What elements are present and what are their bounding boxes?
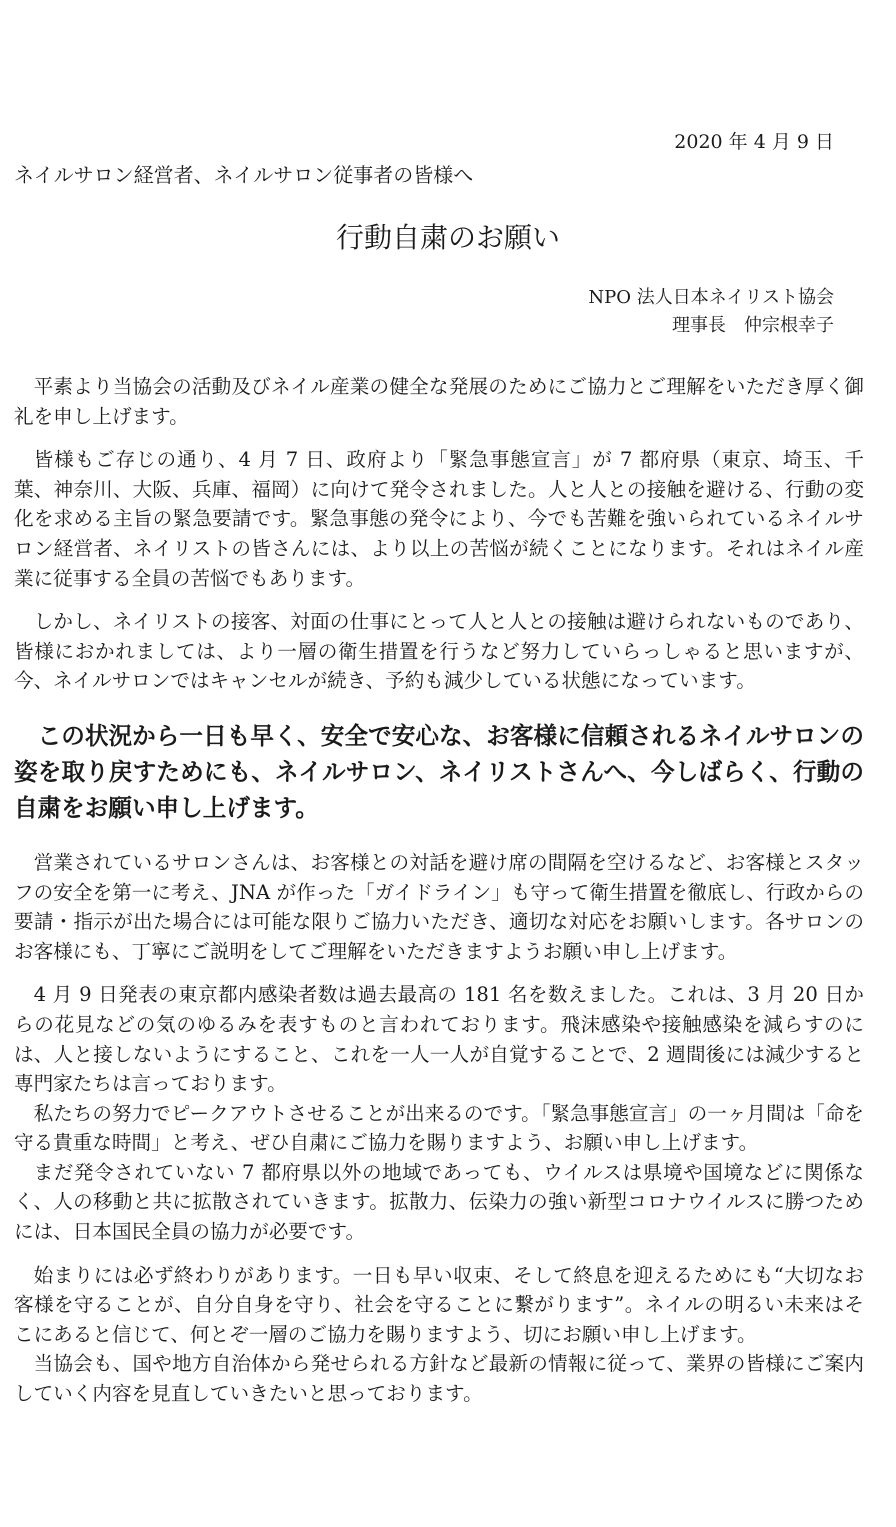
paragraph-peak-out: 私たちの努力でピークアウトさせることが出来るのです。「緊急事態宣言」の一ヶ月間は「命を守る貴重な時間」と考え、ぜひ自粛にご協力を賜りますよう、お願い申し上げます。 (14, 1101, 864, 1155)
paragraph-closing: 始まりには必ず終わりがあります。一日も早い収束、そして終息を迎えるためにも“大切なお客様を守ることが、自分自身を守り、社会を守ることに繋がります”。ネイルの明るい未来はそこにあると信じて、何とぞ一層のご協力を賜りますよう、切にお願い申し上げます。 (14, 1263, 864, 1346)
sender-block (588, 284, 834, 340)
paragraph-association: 当協会も、国や地方自治体から発せられる方針など最新の情報に従って、業界の皆様にご案内していく内容を見直していきたいと思っております。 (14, 1352, 864, 1406)
paragraph-declaration: 皆様もご存じの通り、4 月 7 日、政府より「緊急事態宣言」が 7 都府県（東京、埼玉、千葉、神奈川、大阪、兵庫、福岡）に向けて発令されました。人と人との接触を避ける、行動の変化を求める主旨の緊急要請です。緊急事態の発令により、今でも苦難を強いられているネイルサロン経営者、ネイリストの皆さんには、より以上の苦悩が続くことになります。それはネイル産業に従事する全員の苦悩でもあります。 (14, 448, 864, 590)
paragraph-greeting: 平素より当協会の活動及びネイル産業の健全な発展のためにご協力とご理解をいただき厚く御礼を申し上げます。 (14, 375, 864, 428)
paragraph-guidelines: 営業されているサロンさんは、お客様との対話を避け席の間隔を空けるなど、お客様とスタッフの安全を第一に考え、JNA が作った「ガイドライン」も守って衛生措置を徹底し、行政からの要請・指示が出た場合には可能な限りご協力いただき、適切な対応をお願いします。各サロンのお客様にも、丁寧にご説明をしてご理解をいただきますようお願い申し上げます。 (14, 850, 864, 963)
letter-date: 2020 年 4 月 9 日 (674, 131, 834, 153)
sender-organization: NPO 法人日本ネイリスト協会 (588, 287, 834, 308)
emphasized-request: この状況から一日も早く、安全で安心な、お客様に信頼されるネイルサロンの姿を取り戻すためにも、ネイルサロン、ネイリストさんへ、今しばらく、行動の自粛をお願い申し上げます。 (14, 721, 864, 822)
letter-body (14, 372, 864, 1409)
paragraph-salon-status: しかし、ネイリストの接客、対面の仕事にとって人と人との接触は避けられないものであり、皆様におかれましては、より一層の衛生措置を行うなど努力していらっしゃると思いますが、今、ネイルサロンではキャンセルが続き、予約も減少している状態になっています。 (14, 610, 864, 693)
addressee-line: ネイルサロン経営者、ネイルサロン従事者の皆様へ (14, 163, 474, 187)
sender-representative: 理事長 仲宗根幸子 (672, 315, 834, 336)
paragraph-infection-count: 4 月 9 日発表の東京都内感染者数は過去最高の 181 名を数えました。これは、3 月 20 日からの花見などの気のゆるみを表すものと言われております。飛沫感染や接触感染を減らすのには、人と接しないようにすること、これを一人一人が自覚することで、2 週間後には減少すると専門家たちは言っております。 (14, 983, 864, 1096)
paragraph-nationwide: まだ発令されていない 7 都府県以外の地域であっても、ウイルスは県境や国境などに関係なく、人の移動と共に拡散されていきます。拡散力、伝染力の強い新型コロナウイルスに勝つためには、日本国民全員の協力が必要です。 (14, 1160, 864, 1244)
page-title: 行動自粛のお願い (335, 221, 560, 254)
